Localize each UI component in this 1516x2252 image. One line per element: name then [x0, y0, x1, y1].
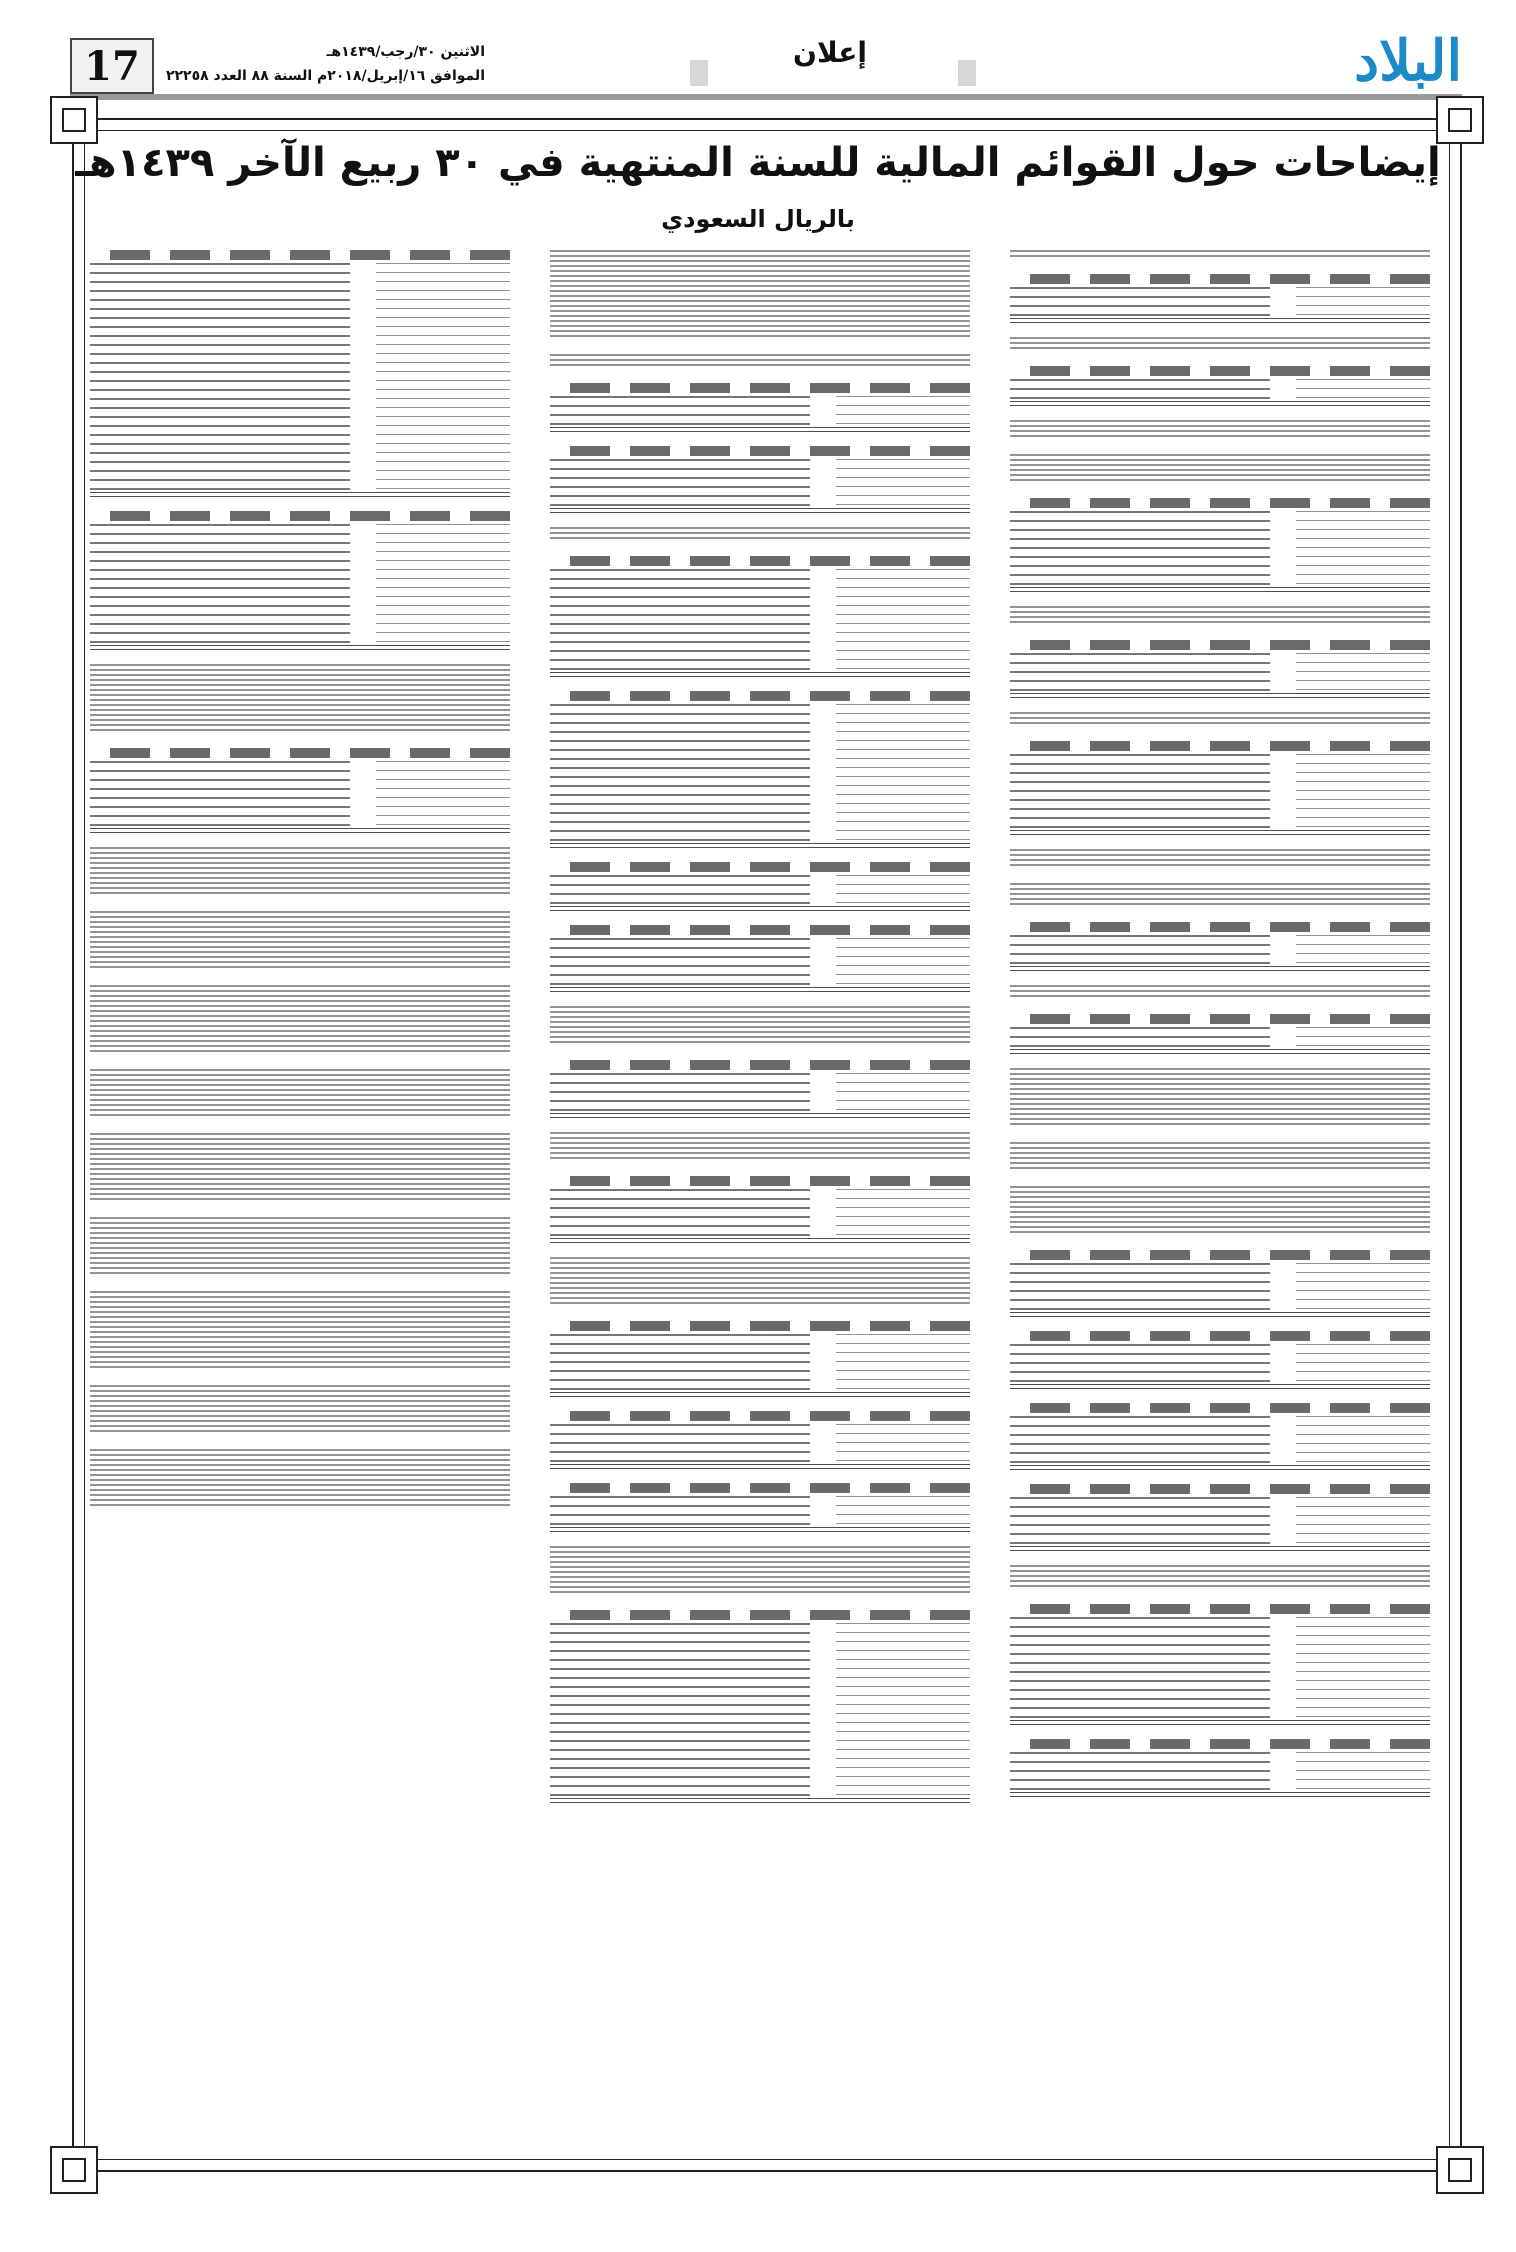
note-paragraph	[90, 1133, 510, 1203]
note-paragraph	[550, 1257, 970, 1307]
financial-table	[550, 383, 970, 432]
paragraph-lines	[1010, 985, 1430, 1000]
financial-table	[550, 446, 970, 513]
note-paragraph	[90, 1385, 510, 1435]
financial-table	[550, 1483, 970, 1532]
newspaper-logo	[1272, 26, 1462, 96]
table-header	[1010, 1604, 1430, 1614]
note-paragraph	[90, 847, 510, 897]
table-rows	[90, 761, 510, 833]
note-paragraph	[550, 1546, 970, 1596]
note-paragraph	[1010, 454, 1430, 484]
notes-column-middle	[550, 250, 970, 2150]
paragraph-lines	[1010, 337, 1430, 352]
table-rows	[1010, 1027, 1430, 1054]
masthead	[70, 30, 1462, 94]
paragraph-lines	[550, 1546, 970, 1596]
table-rows	[550, 1073, 970, 1118]
section-title: إعلان	[793, 36, 867, 69]
note-paragraph	[1010, 712, 1430, 727]
note-paragraph	[550, 527, 970, 542]
table-header	[1010, 640, 1430, 650]
note-paragraph	[1010, 1186, 1430, 1236]
financial-table	[1010, 1484, 1430, 1551]
ad-headline: إيضاحات حول القوائم المالية للسنة المنتهية في ٣٠ ربيع الآخر ١٤٣٩هـ	[75, 140, 1441, 186]
table-rows	[1010, 1752, 1430, 1797]
paragraph-lines	[1010, 1565, 1430, 1590]
financial-table	[550, 862, 970, 911]
note-paragraph	[90, 664, 510, 734]
note-paragraph	[1010, 883, 1430, 908]
financial-table	[90, 748, 510, 833]
financial-table	[1010, 1739, 1430, 1797]
paragraph-lines	[1010, 1186, 1430, 1236]
paragraph-lines	[90, 911, 510, 971]
note-paragraph	[550, 354, 970, 369]
table-header	[1010, 922, 1430, 932]
paragraph-lines	[1010, 849, 1430, 869]
table-header	[1010, 1484, 1430, 1494]
notes-column-right	[1010, 250, 1430, 2150]
logo-text: البلاد	[1354, 28, 1462, 94]
paragraph-lines	[90, 985, 510, 1055]
corner-ornament	[50, 2146, 98, 2194]
table-rows	[1010, 379, 1430, 406]
paragraph-lines	[550, 1257, 970, 1307]
corner-ornament	[50, 96, 98, 144]
table-rows	[1010, 1344, 1430, 1389]
table-rows	[90, 524, 510, 650]
separator-block	[958, 60, 976, 86]
table-header	[550, 1060, 970, 1070]
corner-ornament	[1436, 96, 1484, 144]
note-paragraph	[1010, 606, 1430, 626]
note-paragraph	[550, 1132, 970, 1162]
paragraph-lines	[550, 1132, 970, 1162]
financial-table	[1010, 1331, 1430, 1389]
financial-table	[550, 1060, 970, 1118]
table-rows	[550, 1424, 970, 1469]
paragraph-lines	[90, 1449, 510, 1509]
note-paragraph	[1010, 985, 1430, 1000]
financial-table	[550, 1321, 970, 1397]
note-paragraph	[1010, 337, 1430, 352]
table-header	[1010, 1739, 1430, 1749]
paragraph-lines	[1010, 606, 1430, 626]
note-paragraph	[1010, 420, 1430, 440]
paragraph-lines	[1010, 1142, 1430, 1172]
table-header	[550, 862, 970, 872]
paragraph-lines	[1010, 883, 1430, 908]
table-rows	[1010, 653, 1430, 698]
table-header	[550, 925, 970, 935]
paragraph-lines	[90, 1133, 510, 1203]
table-rows	[550, 938, 970, 992]
gregorian-date-issue: الموافق ١٦/إبريل/٢٠١٨م السنة ٨٨ العدد ٢٢٢٥٨	[165, 68, 485, 84]
paragraph-lines	[90, 1385, 510, 1435]
table-rows	[550, 569, 970, 677]
ad-subheadline: بالريال السعودي	[661, 205, 855, 233]
table-rows	[1010, 1263, 1430, 1317]
table-header	[550, 1176, 970, 1186]
financial-table	[1010, 498, 1430, 592]
table-header	[90, 511, 510, 521]
note-paragraph	[1010, 849, 1430, 869]
table-header	[1010, 1250, 1430, 1260]
note-paragraph	[1010, 250, 1430, 260]
paragraph-lines	[90, 847, 510, 897]
table-header	[550, 446, 970, 456]
table-header	[90, 748, 510, 758]
note-paragraph	[90, 1217, 510, 1277]
financial-table	[1010, 366, 1430, 406]
table-rows	[550, 1189, 970, 1243]
table-header	[1010, 1331, 1430, 1341]
paragraph-lines	[1010, 420, 1430, 440]
note-paragraph	[1010, 1142, 1430, 1172]
paragraph-lines	[550, 250, 970, 340]
table-header	[550, 1610, 970, 1620]
financial-table	[550, 691, 970, 848]
note-paragraph	[90, 1069, 510, 1119]
financial-table	[550, 556, 970, 677]
financial-table	[550, 925, 970, 992]
table-rows	[550, 1334, 970, 1397]
hijri-date: الاثنين ٣٠/رجب/١٤٣٩هـ	[326, 44, 485, 60]
issue-date	[165, 40, 485, 88]
financial-table	[1010, 640, 1430, 698]
financial-table	[550, 1610, 970, 1803]
paragraph-lines	[1010, 250, 1430, 260]
table-header	[1010, 274, 1430, 284]
financial-table	[1010, 274, 1430, 323]
note-paragraph	[90, 1291, 510, 1371]
table-rows	[1010, 935, 1430, 971]
paragraph-lines	[550, 527, 970, 542]
financial-table	[1010, 1604, 1430, 1725]
page-number: 17	[70, 38, 154, 94]
financial-table	[550, 1176, 970, 1243]
note-paragraph	[1010, 1565, 1430, 1590]
table-rows	[550, 1496, 970, 1532]
paragraph-lines	[1010, 1068, 1430, 1128]
table-rows	[550, 875, 970, 911]
table-rows	[550, 1623, 970, 1803]
table-rows	[90, 263, 510, 497]
corner-ornament	[1436, 2146, 1484, 2194]
table-header	[1010, 741, 1430, 751]
table-rows	[1010, 1416, 1430, 1470]
table-header	[550, 691, 970, 701]
table-header	[90, 250, 510, 260]
table-header	[550, 383, 970, 393]
paragraph-lines	[1010, 454, 1430, 484]
financial-table	[90, 250, 510, 497]
table-header	[1010, 1403, 1430, 1413]
table-header	[1010, 498, 1430, 508]
table-rows	[550, 396, 970, 432]
financial-table	[90, 511, 510, 650]
paragraph-lines	[90, 1069, 510, 1119]
financial-table	[1010, 741, 1430, 835]
paragraph-lines	[90, 1291, 510, 1371]
table-header	[1010, 366, 1430, 376]
table-rows	[1010, 754, 1430, 835]
note-paragraph	[550, 1006, 970, 1046]
paragraph-lines	[90, 664, 510, 734]
note-paragraph	[1010, 1068, 1430, 1128]
financial-table	[1010, 922, 1430, 971]
financial-table	[1010, 1403, 1430, 1470]
separator-block	[690, 60, 708, 86]
note-paragraph	[550, 250, 970, 340]
note-paragraph	[90, 1449, 510, 1509]
notes-column-left	[90, 250, 510, 2150]
paragraph-lines	[550, 1006, 970, 1046]
table-header	[550, 1321, 970, 1331]
table-rows	[1010, 1497, 1430, 1551]
paragraph-lines	[90, 1217, 510, 1277]
table-header	[1010, 1014, 1430, 1024]
note-paragraph	[90, 911, 510, 971]
table-header	[550, 556, 970, 566]
table-rows	[1010, 1617, 1430, 1725]
financial-table	[1010, 1250, 1430, 1317]
table-rows	[1010, 511, 1430, 592]
table-rows	[1010, 287, 1430, 323]
table-header	[550, 1483, 970, 1493]
paragraph-lines	[1010, 712, 1430, 727]
financial-table	[1010, 1014, 1430, 1054]
table-header	[550, 1411, 970, 1421]
table-rows	[550, 704, 970, 848]
financial-table	[550, 1411, 970, 1469]
table-rows	[550, 459, 970, 513]
masthead-rule	[70, 94, 1462, 100]
note-paragraph	[90, 985, 510, 1055]
paragraph-lines	[550, 354, 970, 369]
